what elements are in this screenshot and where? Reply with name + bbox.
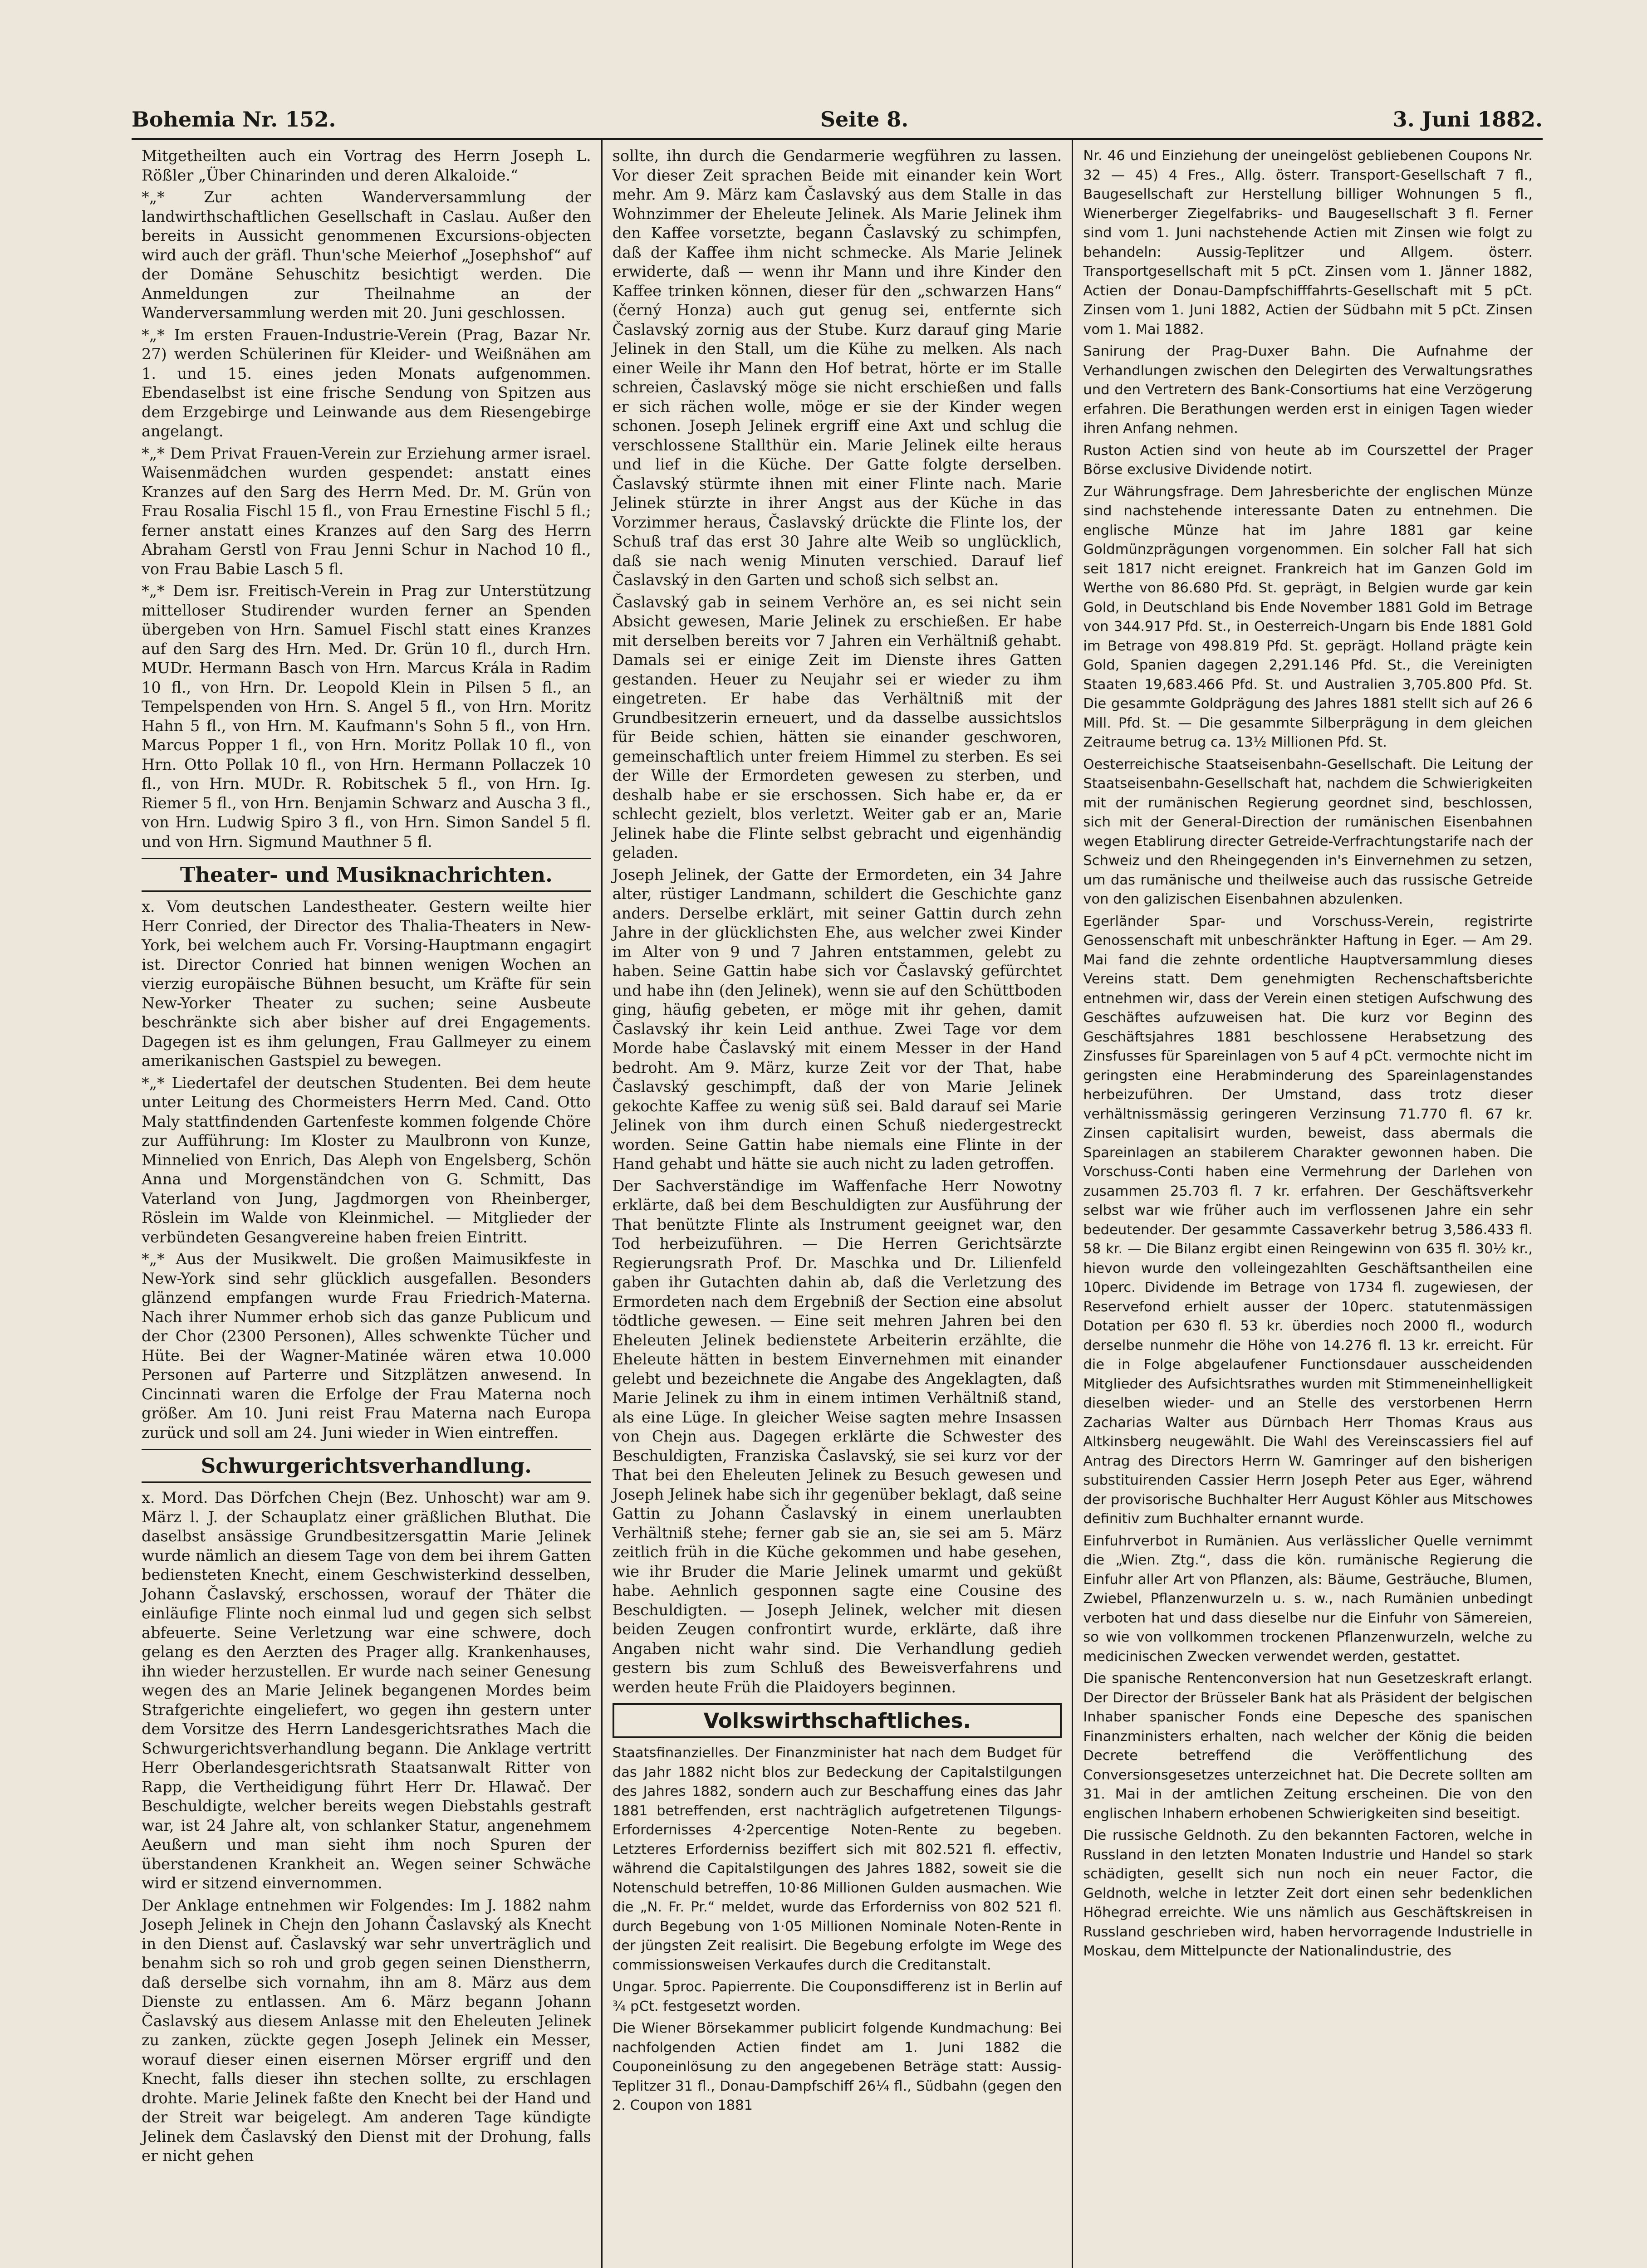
article-paragraph: Ungar. 5proc. Papierrente. Die Couponsdifferenz ist in Berlin auf ¾ pCt. festgesetzt worden. <box>612 1979 1062 2014</box>
article-paragraph: Sanirung der Prag-Duxer Bahn. Die Aufnahme der Verhandlungen zwischen den Delegirten des Verwaltungsrathes und den Vertretern des Bank-Consortiums hat eine Verzögerung erfahren. Die Berathungen werden erst in einigen Tagen wieder ihren Anfang nehmen. <box>1083 343 1533 436</box>
section-heading-court: Schwurgerichtsverhandlung. <box>142 1449 591 1483</box>
article-paragraph: Zur Währungsfrage. Dem Jahresberichte der englischen Münze sind nachstehende interessante Daten zu entnehmen. Die englische Münze hat im Jahre 1881 gar keine Goldmünzprägungen vorgenommen. Ein solcher Fall hat sich seit 1817 nicht ereignet. Frankreich hat im Ganzen Gold im Werthe von 86.680 Pfd. St. geprägt, in Belgien wurde gar kein Gold, in Deutschland bis Ende November 1881 Gold im Betrage von 344.917 Pfd. St., in Oesterreich-Ungarn bis Ende 1881 Gold im Betrage von 498.819 Pfd. St. geprägt. Holland prägte kein Gold, Spanien dagegen 2,291.146 Pfd. St., die Vereinigten Staaten 19,683.466 Pfd. St. und Australien 3,705.800 Pfd. St. Die gesammte Goldprägung des Jahres 1881 stellt sich auf 26 6 Mill. Pfd. St. — Die gesammte Silberprägung in dem gleichen Zeitraume betrug ca. 13½ Millionen Pfd. St. <box>1083 484 1533 750</box>
section-heading-theater: Theater- und Musiknachrichten. <box>142 858 591 892</box>
column-3 <box>1072 140 1543 2268</box>
article-paragraph: Mitgetheilten auch ein Vortrag des Herrn Joseph L. Rößler „Über Chinarinden und deren Alkaloide.“ <box>142 147 591 184</box>
article-paragraph: Staatsfinanzielles. Der Finanzminister hat nach dem Budget für das Jahr 1882 nicht blos zur Bedeckung der Capitalstilgungen des Jahres 1882, sondern auch zur Beschaffung eines das Jahr 1881 betreffenden, erst nachträglich aufgetretenen Tilgungs-Erfordernisses 4·2percentige Noten-Rente zu begeben. Letzteres Erforderniss beziffert sich mit 802.521 fl. effectiv, während die Capitalstilgungen des Jahres 1882, soweit sie die Notenschuld betreffen, 10·86 Millionen Gulden ausmachen. Wie die „N. Fr. Pr.“ meldet, wurde das Erforderniss von 802 521 fl. durch Begebung von 1·05 Millionen Nominale Noten-Rente in der jüngsten Zeit realisirt. Die Begebung erfolgte im Wege des commissionsweisen Verkaufes durch die Creditanstalt. <box>612 1745 1062 1973</box>
column-1 <box>132 140 601 2268</box>
article-paragraph: sollte, ihn durch die Gendarmerie wegführen zu lassen. Vor dieser Zeit sprachen Beide mit einander kein Wort mehr. Am 9. März kam Časlavský aus dem Stalle in das Wohnzimmer der Eheleute Jelinek. Als Marie Jelinek ihm den Kaffee vorsetzte, begann Časlavský zu schimpfen, daß der Kaffee ihm nicht schmecke. Als Marie Jelinek erwiderte, daß — wenn ihr Mann und ihre Kinder den Kaffee trinken können, dieser für den „schwarzen Hans“ (černý Honza) auch gut genug sei, entfernte sich Časlavský zornig aus der Stube. Kurz darauf ging Marie Jelinek in den Stall, um die Kühe zu melken. Als nach einer Weile ihr Mann den Hof betrat, hörte er im Stalle schreien, Časlavský möge sie nicht erschießen und falls er sich rächen wolle, möge er sie der Kinder wegen schonen. Joseph Jelinek ergriff eine Axt und schlug die verschlossene Stallthür ein. Marie Jelinek eilte heraus und lief in die Küche. Der Gatte folgte derselben. Časlavský stürmte ihnen mit einer Flinte nach. Marie Jelinek stürzte in ihrer Angst aus der Küche in das Vorzimmer heraus, Časlavský drückte die Flinte los, der Schuß traf das erst 30 Jahre alte Weib so unglücklich, daß sie nach wenig Minuten verschied. Darauf lief Časlavský in den Garten und schoß sich selbst an. <box>612 147 1062 589</box>
columns <box>132 140 1543 2268</box>
article-paragraph: Nr. 46 und Einziehung der uneingelöst gebliebenen Coupons Nr. 32 — 45) 4 Fres., Allg. österr. Transport-Gesellschaft 7 fl., Baugesellschaft zur Herstellung billiger Wohnungen 5 fl., Wienerberger Ziegelfabriks- und Baugesellschaft 3 fl. Ferner sind vom 1. Juni nachstehende Actien mit Zinsen wie folgt zu behandeln: Aussig-Teplitzer und Allgem. österr. Transportgesellschaft mit 5 pCt. Zinsen vom 1. Jänner 1882, Actien der Donau-Dampfschifffahrts-Gesellschaft mit 5 pCt. Zinsen vom 1. Juni 1882, Actien der Südbahn mit 5 pCt. Zinsen vom 1. Mai 1882. <box>1083 148 1533 337</box>
article-paragraph: *„* Liedertafel der deutschen Studenten. Bei dem heute unter Leitung des Chormeisters Herrn Med. Cand. Otto Maly stattfindenden Gartenfeste kommen folgende Chöre zur Aufführung: Im Kloster zu Maulbronn von Kunze, Minnelied von Enrich, Das Aleph von Engelsberg, Schön Anna und Morgenständchen von G. Schmitt, Das Vaterland von Jung, Jagdmorgen von Rheinberger, Röslein im Walde von Kleinmichel. — Mitglieder der verbündeten Gesangvereine haben freien Eintritt. <box>142 1074 591 1246</box>
article-paragraph: *„* Dem isr. Freitisch-Verein in Prag zur Unterstützung mittelloser Studirender wurden ferner an Spenden übergeben von Hrn. Samuel Fischl statt eines Kranzes auf den Sarg des Hrn. Med. Dr. Grün 10 fl., durch Hrn. MUDr. Hermann Basch von Hrn. Marcus Krála in Radim 10 fl., von Hrn. Dr. Leopold Klein in Pilsen 5 fl., an Tempelspenden von Hrn. S. Angel 5 fl., von Hrn. Moritz Hahn 5 fl., von Hrn. M. Kaufmann's Sohn 5 fl., von Hrn. Marcus Popper 1 fl., von Hrn. Moritz Pollak 10 fl., von Hrn. Otto Pollak 10 fl., von Hrn. Hermann Pollaczek 10 fl., von Hrn. MUDr. R. Robitschek 5 fl., von Hrn. Ig. Riemer 5 fl., von Hrn. Benjamin Schwarz and Auscha 3 fl., von Hrn. Ludwig Spiro 3 fl., von Hrn. Simon Sandel 5 fl. und von Hrn. Sigmund Mauthner 5 fl. <box>142 582 591 850</box>
economy-block <box>613 1744 1062 2116</box>
column-2 <box>601 140 1072 2268</box>
article-paragraph: x. Vom deutschen Landestheater. Gestern weilte hier Herr Conried, der Director des Thalia-Theaters in New-York, bei welchem auch Fr. Vorsing-Hauptmann engagirt ist. Director Conried hat binnen wenigen Wochen an vierzig europäische Bühnen besucht, um Kräfte für sein New-Yorker Theater zu suchen; seine Ausbeute beschränkte sich aber bisher auf drei Engagements. Dagegen ist es ihm gelungen, Frau Gallmeyer zu einem amerikanischen Gastspiel zu bewegen. <box>142 898 591 1070</box>
article-paragraph: Egerländer Spar- und Vorschuss-Verein, registrirte Genossenschaft mit unbeschränkter Haftung in Eger. — Am 29. Mai fand die zehnte ordentliche Hauptversammlung dieses Vereins statt. Dem genehmigten Rechenschaftsberichte entnehmen wir, dass der Verein einen stetigen Aufschwung des Geschäftes aufzuweisen hat. Die kurz vor Beginn des Geschäftsjahres 1881 beschlossene Herabsetzung des Zinsfusses für Spareinlagen von 5 auf 4 pCt. vermochte nicht im geringsten eine Herabminderung des Spareinlagenstandes herbeizuführen. Der Umstand, dass trotz dieser verhältnissmässig geringeren Verzinsung 71.770 fl. 67 kr. Zinsen capitalisirt wurden, beweist, dass abermals die Spareinlagen an stabilerem Charakter gewonnen haben. Die Vorschuss-Conti haben eine Vermehrung der Darlehen von zusammen 25.703 fl. 7 kr. erfahren. Der Geschäftsverkehr selbst war wie früher auch im verflossenen Jahre ein sehr bedeutender. Der gesammte Cassaverkehr betrug 3,586.433 fl. 58 kr. — Die Bilanz ergibt einen Reingewinn von 635 fl. 30½ kr., hievon wurde den volleingezahlten Geschäftsantheilen eine 10perc. Dividende im Betrage von 1734 fl. zugewiesen, der Reservefond erhielt ausser der 10perc. statutenmässigen Dotation per 630 fl. 53 kr. überdies noch 2000 fl., wodurch derselbe nunmehr die Höhe von 14.276 fl. 13 kr. erreicht. Für die in Folge abgelaufener Functionsdauer ausscheidenden Mitglieder des Aufsichtsrathes wurden mit Stimmeneinhelligkeit dieselben wieder- und an Stelle des verstorbenen Herrn Zacharias Walter aus Dürnbach Herr Thomas Kraus aus Altkinsberg neugewählt. Die Wahl des Vereinscassiers fiel auf Antrag des Directors Herrn W. Gamringer auf den bisherigen substituirenden Cassier Herrn Joseph Peter aus Eger, während der provisorische Buchhalter Herr August Köhler aus Mitschowes definitiv zum Buchhalter ernannt wurde. <box>1083 913 1533 1527</box>
article-paragraph: Die russische Geldnoth. Zu den bekannten Factoren, welche in Russland in den letzten Monaten Industrie und Handel so stark schädigten, gesellt sich nun noch ein neuer Factor, die Geldnoth, welche in letzter Zeit dort einen sehr bedenklichen Höhegrad erreichte. Wie uns nämlich aus Geschäftskreisen in Russland geschrieben wird, haben hervorragende Industrielle in Moskau, dem Mittelpuncte der Nationalindustrie, des <box>1083 1828 1533 1959</box>
section-heading-economy: Volkswirthschaftliches. <box>613 1703 1062 1738</box>
article-paragraph: *„* Im ersten Frauen-Industrie-Verein (Prag, Bazar Nr. 27) werden Schülerinen für Kleider- und Weißnähen am 1. und 15. eines jeden Monats aufgenommen. Ebendaselbst ist eine frische Sendung von Spitzen aus dem Erzgebirge und Leinwande aus dem Riesengebirge angelangt. <box>142 326 591 440</box>
article-paragraph: Der Sachverständige im Waffenfache Herr Nowotny erklärte, daß bei dem Beschuldigten zur Ausführung der That benützte Flinte als Instrument geeignet war, den Tod herbeizuführen. — Die Herren Gerichtsärzte Regierungsrath Prof. Dr. Maschka und Dr. Lilienfeld gaben ihr Gutachten dahin ab, daß die Verletzung des Ermordeten nach dem Ergebniß der Section eine absolut tödtliche gewesen. — Eine seit mehren Jahren bei den Eheleuten Jelinek bedienstete Arbeiterin erzählte, die Eheleute hätten in bestem Einvernehmen mit einander gelebt und bezeichnete die Angabe des Angeklagten, daß Marie Jelinek zu ihm in einem intimen Verhältniß stand, als eine Lüge. In gleicher Weise sagten mehre Insassen von Chejn aus. Dagegen erklärte die Schwester des Beschuldigten, Franziska Časlavský, sie sei kurz vor der That bei den Eheleuten Jelinek zu Besuch gewesen und Joseph Jelinek habe sich ihr gegenüber beklagt, daß seine Gattin zu Johann Časlavský in einem unerlaubten Verhältniß stehe; ferner gab sie an, sie sei am 5. März zeitlich früh in die Küche gekommen und habe gesehen, wie ihr Bruder die Marie Jelinek umarmt und geküßt habe. Aehnlich gesponnen sagte eine Cousine des Beschuldigten. — Joseph Jelinek, welcher mit diesen beiden Zeugen confrontirt wurde, erklärte, daß ihre Angaben nicht wahr sind. Die Verhandlung gedieh gestern bis zum Schluß des Beweisverfahrens und werden heute Früh die Plaidoyers beginnen. <box>612 1177 1062 1696</box>
header-paper-issue: Bohemia Nr. 152. <box>132 107 336 132</box>
header-page-number: Seite 8. <box>820 107 909 132</box>
article-paragraph: *„* Dem Privat Frauen-Verein zur Erziehung armer israel. Waisenmädchen wurden gespendet: anstatt eines Kranzes auf den Sarg des Herrn Med. Dr. M. Grün von Frau Rosalia Fischl 15 fl., von Frau Ernestine Fischl 5 fl.; ferner anstatt eines Kranzes auf den Sarg des Herrn Abraham Gerstl von Frau Jenni Schur in Nachod 10 fl., von Frau Babie Lasch 5 fl. <box>142 444 591 578</box>
page-header <box>132 91 1543 132</box>
article-paragraph: Joseph Jelinek, der Gatte der Ermordeten, ein 34 Jahre alter, rüstiger Landmann, schildert die Geschichte ganz anders. Derselbe erklärt, mit seiner Gattin durch zehn Jahre in der glücklichsten Ehe, aus welcher zwei Kinder im Alter von 9 und 7 Jahren entstammen, gelebt zu haben. Seine Gattin habe sich vor Časlavský gefürchtet und habe ihn (den Jelinek), wenn sie auf den Schüttboden ging, häufig gebeten, er möge mit ihr gehen, damit Časlavský ihr kein Leid anthue. Zwei Tage vor dem Morde habe Časlavský mit einem Messer in der Hand bedroht. Am 9. März, kurze Zeit vor der That, habe Časlavský geschimpft, daß der von Marie Jelinek gekochte Kaffee zu wenig süß sei. Bald darauf sei Marie Jelinek von ihm durch einen Schuß niedergestreckt worden. Seine Gattin habe niemals eine Flinte in der Hand gehabt und hätte sie auch nicht zu laden getroffen. <box>612 865 1062 1173</box>
article-paragraph: x. Mord. Das Dörfchen Chejn (Bez. Unhoscht) war am 9. März l. J. der Schauplatz einer gräßlichen Bluthat. Die daselbst ansässige Grundbesitzersgattin Marie Jelinek wurde nämlich an diesem Tage von dem bei ihrem Gatten bediensteten Knecht, einem Geschwisterkind desselben, Johann Časlavský, erschossen, worauf der Thäter die einläufige Flinte noch einmal lud und gegen sich selbst abfeuerte. Seine Verletzung war eine schwere, doch gelang es den Aerzten des Prager allg. Krankenhauses, ihn wieder herzustellen. Er wurde nach seiner Genesung wegen des an Marie Jelinek begangenen Mordes beim Strafgerichte eingeliefert, wo gegen ihn gestern unter dem Vorsitze des Herrn Landesgerichtsrathes Mach die Schwurgerichtsverhandlung begann. Die Anklage vertritt Herr Oberlandesgerichtsrath Staatsanwalt Ritter von Rapp, die Vertheidigung führt Herr Dr. Hlawač. Der Beschuldigte, welcher bereits wegen Diebstahls gestraft war, ist 24 Jahre alt, von schlanker Statur, angenehmem Aeußern und man sieht ihm noch Spuren der überstandenen Krankheit an. Wegen seiner Schwäche wird er sitzend einvernommen. <box>142 1489 591 1892</box>
article-paragraph: *„* Zur achten Wanderversammlung der landwirthschaftlichen Gesellschaft in Caslau. Außer den bereits in Aussicht genommenen Excursions-objecten wird auch der gräfl. Thun'sche Meierhof „Josephshof“ auf der Domäne Sehuschitz besichtigt werden. Die Anmeldungen zur Theilnahme an der Wanderversammlung werden mit 20. Juni geschlossen. <box>142 188 591 322</box>
article-paragraph: Einfuhrverbot in Rumänien. Aus verlässlicher Quelle vernimmt die „Wien. Ztg.“, dass die kön. rumänische Regierung die Einfuhr aller Art von Pflanzen, als: Bäume, Gesträuche, Blumen, Zwiebel, Pflanzenwurzeln u. s. w., nach Rumänien unbedingt verboten hat und dass dieselbe nur die Einfuhr von Sämereien, so wie von vollkommen trockenen Pflanzenwurzeln, welche zu medicinischen Zwecken verwendet werden, gestattet. <box>1083 1533 1533 1665</box>
article-paragraph: Časlavský gab in seinem Verhöre an, es sei nicht sein Absicht gewesen, Marie Jelinek zu erschießen. Er habe mit derselben bereits vor 7 Jahren ein Verhältniß gehabt. Damals sei er einige Zeit im Dienste ihres Gatten gestanden. Heuer zu Neujahr sei er wieder zu ihm eingetreten. Er habe das Verhältniß mit der Grundbesitzerin erneuert, und da dasselbe aussichtslos für Beide schien, hätten sie einander geschworen, gemeinschaftlich unter freiem Himmel zu sterben. Es sei der Wille der Ermordeten gewesen zu sterben, und deshalb habe er sie erschossen. Sich habe er, da er schlecht gezielt, blos verletzt. Weiter gab er an, Marie Jelinek habe die Flinte selbst gebracht und eigenhändig geladen. <box>612 593 1062 861</box>
article-paragraph: Der Anklage entnehmen wir Folgendes: Im J. 1882 nahm Joseph Jelinek in Chejn den Johann Časlavský als Knecht in den Dienst auf. Časlavský war sehr unverträglich und benahm sich so roh und grob gegen seinen Dienstherrn, daß derselbe sich vornahm, ihn am 8. März aus dem Dienste zu entlassen. Am 6. März begann Johann Časlavský aus diesem Anlasse mit den Eheleuten Jelinek zu zanken, zückte gegen Joseph Jelinek ein Messer, worauf dieser einen eisernen Mörser ergriff und den Knecht, falls dieser ihn stechen sollte, zu erschlagen drohte. Marie Jelinek faßte den Knecht bei der Hand und der Streit war beigelegt. Am anderen Tage kündigte Jelinek dem Časlavský den Dienst mit der Drohung, falls er nicht gehen <box>142 1896 591 2165</box>
article-paragraph: Oesterreichische Staatseisenbahn-Gesellschaft. Die Leitung der Staatseisenbahn-Gesellschaft hat, nachdem die Schwierigkeiten mit der rumänischen Regierung geordnet sind, beschlossen, sich mit der General-Direction der rumänischen Eisenbahnen wegen Etablirung directer Getreide-Verfrachtungstarife nach der Schweiz und den Rheingegenden in's Einvernehmen zu setzen, um das rumänische und theilweise auch das russische Getreide von den galizischen Eisenbahnen abzulenken. <box>1083 756 1533 907</box>
article-paragraph: Die Wiener Börsekammer publicirt folgende Kundmachung: Bei nachfolgenden Actien findet am 1. Juni 1882 die Couponeinlösung zu den angegebenen Beträge statt: Aussig-Teplitzer 31 fl., Donau-Dampfschiff 26¼ fl., Südbahn (gegen den 2. Coupon von 1881 <box>612 2020 1062 2113</box>
article-paragraph: Die spanische Rentenconversion hat nun Gesetzeskraft erlangt. Der Director der Brüsseler Bank hat als Präsident der belgischen Inhaber spanischer Fonds eine Depesche des spanischen Finanzministers erhalten, nach welcher der König die beiden Decrete betreffend die Veröffentlichung des Conversionsgesetzes unterzeichnet hat. Die Decrete sollten am 31. Mai in der amtlichen Zeitung erscheinen. Die von den englischen Inhabern erhobenen Schwierigkeiten sind beseitigt. <box>1083 1671 1533 1822</box>
article-paragraph: *„* Aus der Musikwelt. Die großen Maimusikfeste in New-York sind sehr glücklich ausgefallen. Besonders glänzend empfangen wurde Frau Friedrich-Materna. Nach ihrer Nummer erhob sich das ganze Publicum und der Chor (2300 Personen), Alles schwenkte Tücher und Hüte. Bei der Wagner-Matinée wären etwa 10.000 Personen auf Parterre und Sitzplätzen anwesend. In Cincinnati waren die Erfolge der Frau Materna noch größer. Am 10. Juni reist Frau Materna nach Europa zurück und soll am 24. Juni wieder in Wien eintreffen. <box>142 1250 591 1442</box>
article-paragraph: Ruston Actien sind von heute ab im Courszettel der Prager Börse exclusive Dividende notirt. <box>1083 442 1533 478</box>
header-date: 3. Juni 1882. <box>1392 107 1543 132</box>
